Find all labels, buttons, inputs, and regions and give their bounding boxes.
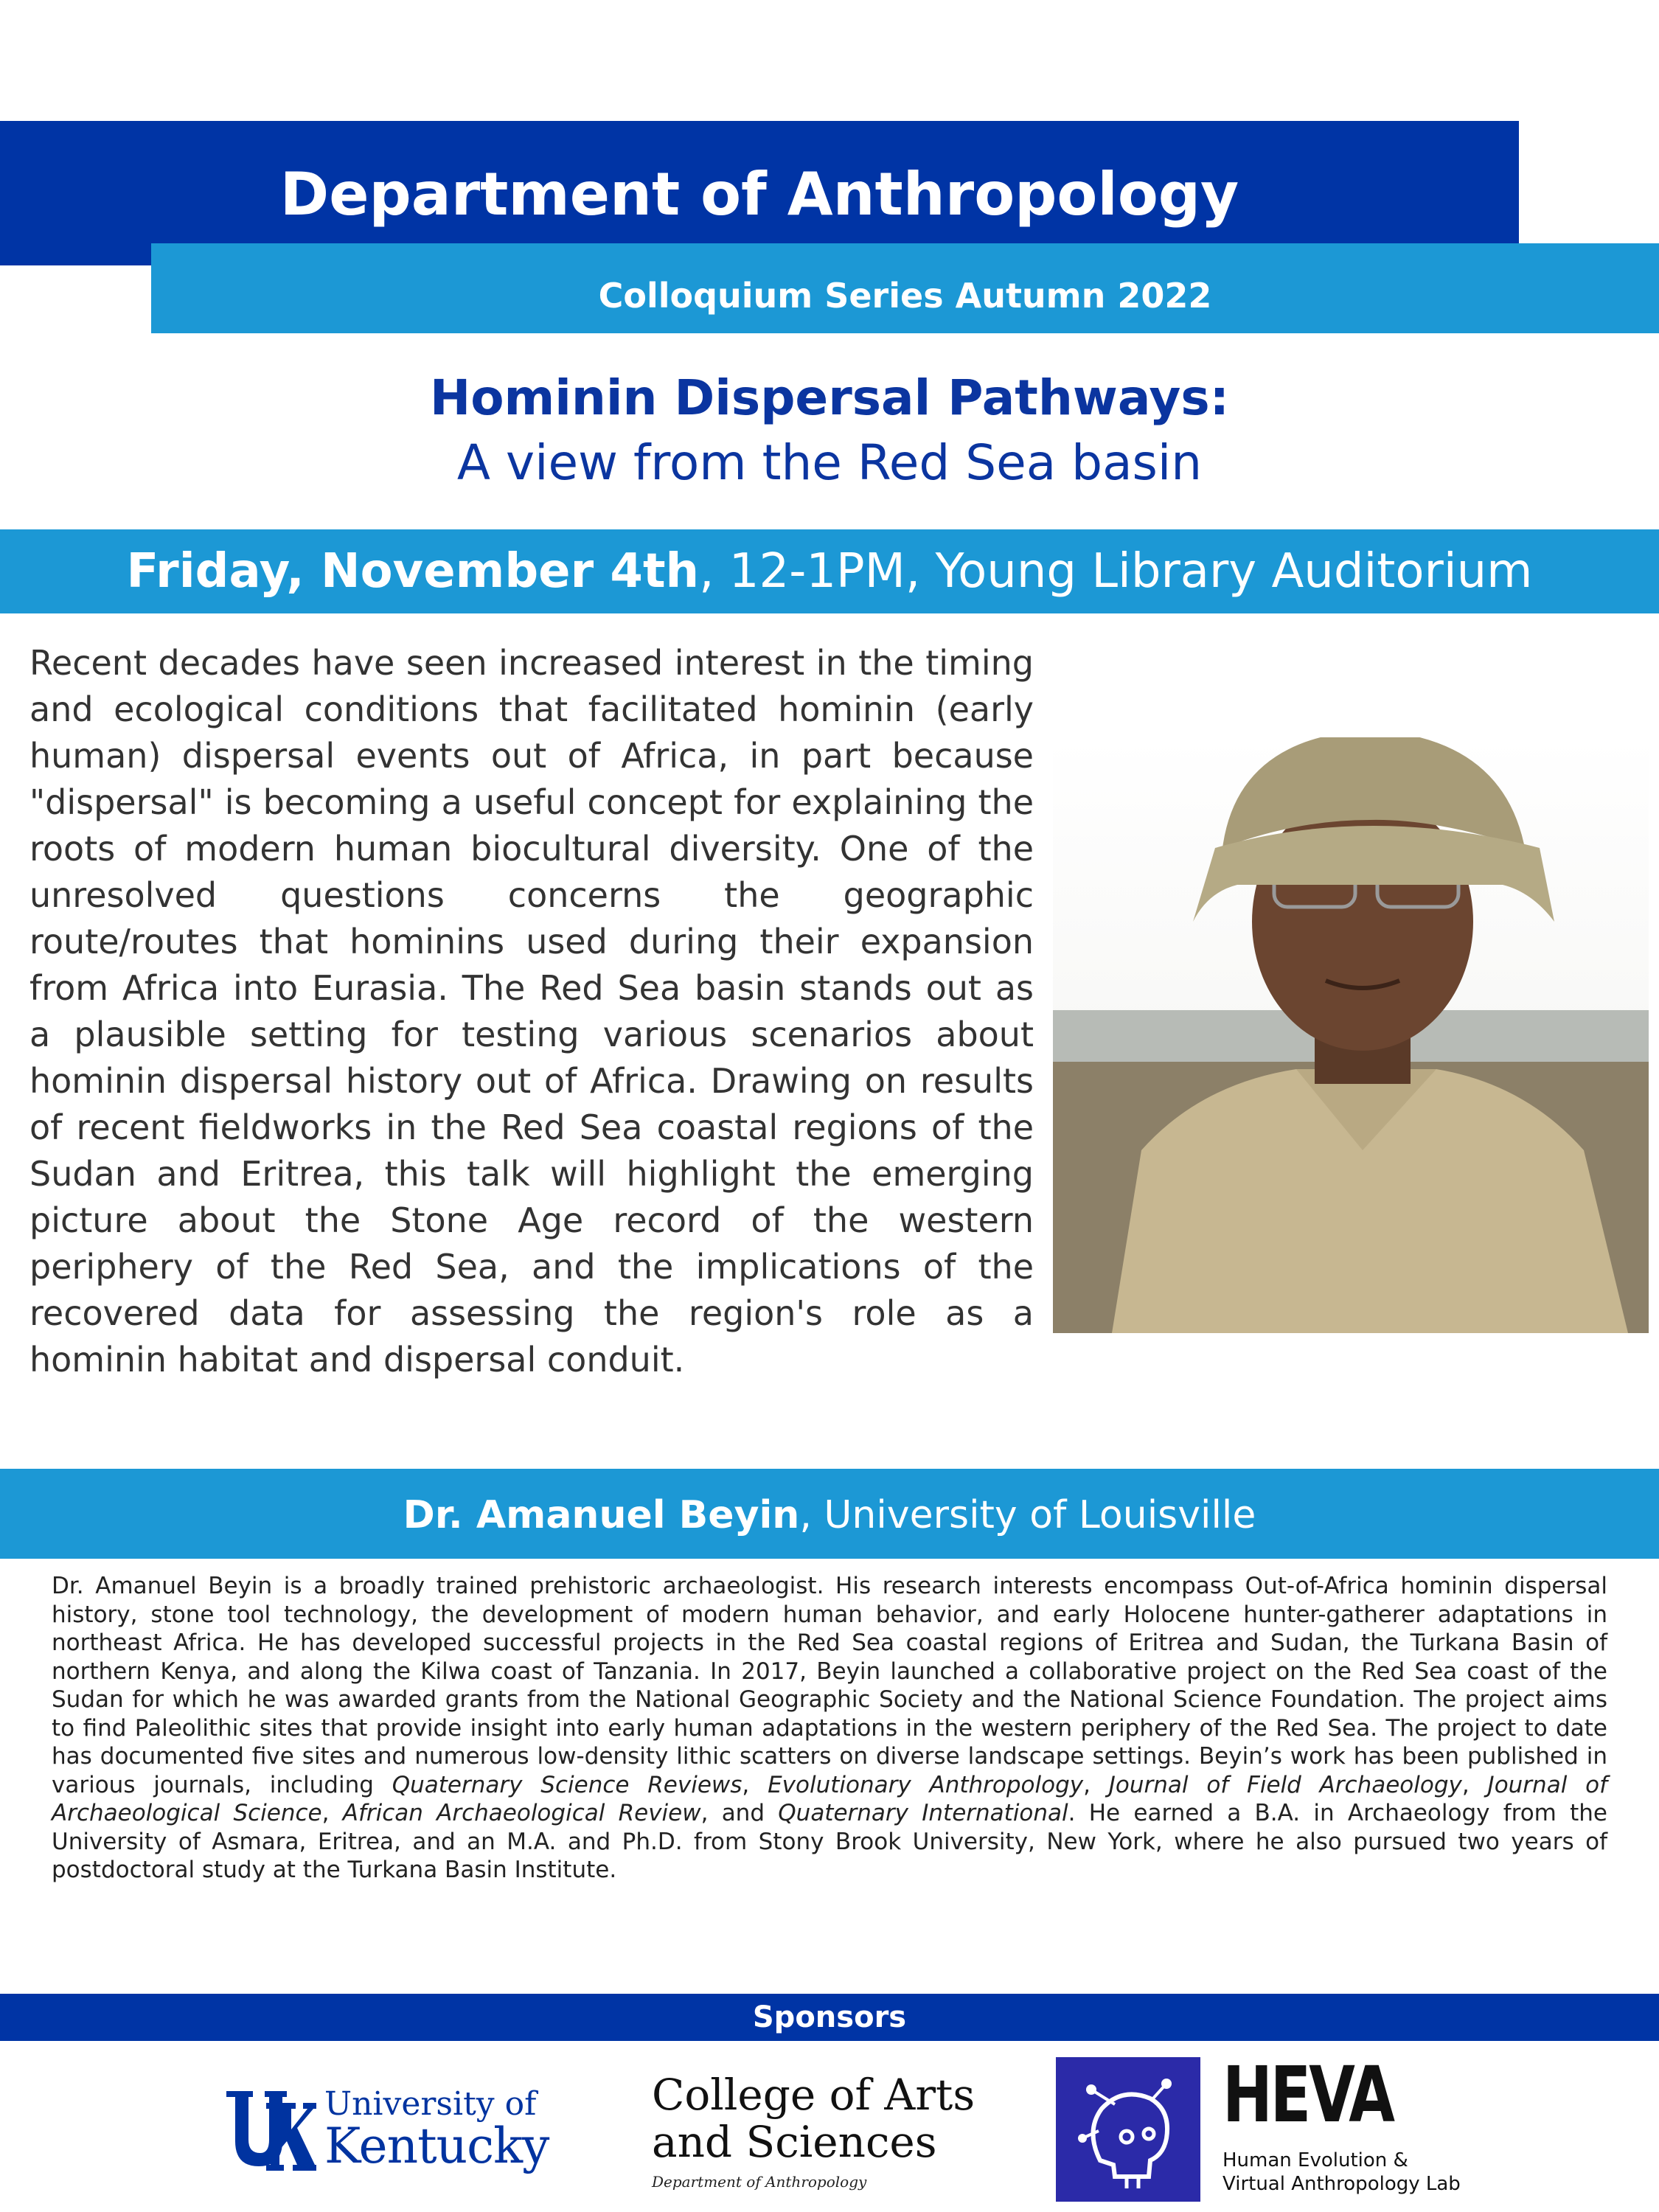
- college-logo-line1: College of Arts: [652, 2070, 975, 2120]
- speaker-name: Dr. Amanuel Beyin: [403, 1493, 800, 1537]
- department-title: Department of Anthropology: [279, 160, 1239, 229]
- bio-separator: ,: [1083, 1771, 1109, 1798]
- heva-logo-line2: Virtual Anthropology Lab: [1222, 2173, 1461, 2195]
- journal-title: Journal of Archaeological Science: [52, 1771, 1607, 1826]
- speaker-line: [0, 1489, 1659, 1541]
- journal-title: Journal of Field Archaeology: [1108, 1771, 1462, 1798]
- journal-title: Quaternary Science Reviews: [392, 1771, 742, 1798]
- college-logo-line2: and Sciences: [652, 2117, 937, 2167]
- event-date: Friday, November 4th: [126, 544, 700, 599]
- bio-separator: ,: [742, 1771, 768, 1798]
- sponsors-label: Sponsors: [752, 2000, 907, 2034]
- bio-text: Dr. Amanuel Beyin is a broadly trained prehistoric archaeologist. His research interests encompass Out-of-Africa hominin dispersal history, stone tool technology, the development of modern human behavior, and early Holocene hunter-gatherer adaptations in northeast Africa. He has developed successful projects in the Red Sea coastal regions of Eritrea and Sudan, the Turkana Basin of northern Kenya, and along the Kilwa coast of Tanzania. In 2017, Beyin launched a collaborative project on the Red Sea coast of the Sudan for which he was awarded grants from the National Geographic Society and the National Science Foundation. The project aims to find Paleolithic sites that provide insight into early human adaptations in the western periphery of the Red Sea. The project to date has documented five sites and numerous low-density lithic scatters on diverse landscape settings. Beyin’s work has been published in various journals, including: [52, 1573, 1607, 1798]
- heva-logo-line1: Human Evolution &: [1222, 2149, 1408, 2171]
- speaker-bio: [52, 1572, 1607, 1885]
- talk-title: Hominin Dispersal Pathways:: [429, 369, 1230, 426]
- uk-monogram-icon: [225, 2088, 317, 2175]
- event-date-line: [0, 542, 1659, 601]
- bio-text: . He earned a B.A. in Archaeology from the University of Asmara, Eritrea, and an M.A. and Ph.D. from Stony Brook University, New York, where he also pursued two years of postdoctoral study at the Turkana Basin Institute.: [52, 1800, 1608, 1883]
- skull-network-icon: [1056, 2057, 1200, 2202]
- speaker-affiliation: , University of Louisville: [799, 1493, 1256, 1537]
- bio-separator: , and: [700, 1800, 779, 1826]
- series-label: Colloquium Series Autumn 2022: [598, 276, 1212, 316]
- speaker-photo: [1053, 737, 1649, 1333]
- bio-separator: ,: [321, 1800, 343, 1826]
- heva-logo-name: HEVA: [1222, 2050, 1393, 2140]
- journal-title: Evolutionary Anthropology: [768, 1771, 1084, 1798]
- college-logo-department: Department of Anthropology: [652, 2173, 867, 2191]
- talk-subtitle: A view from the Red Sea basin: [456, 434, 1203, 491]
- bio-separator: ,: [1461, 1771, 1488, 1798]
- event-details: , 12-1PM, Young Library Auditorium: [699, 544, 1533, 599]
- uk-logo-line1: University of: [324, 2085, 537, 2123]
- uk-logo-line2: Kentucky: [324, 2118, 549, 2174]
- journal-title: African Archaeological Review: [342, 1800, 701, 1826]
- talk-abstract: Recent decades have seen increased interest in the timing and ecological conditions that facilitated hominin (early human) dispersal events out of Africa, in part because "dispersal" is becoming a useful concept for explaining the roots of modern human biocultural diversity. One of the unresolved questions concerns the geographic route/routes that hominins used during their expansion from Africa into Eurasia. The Red Sea basin stands out as a plausible setting for testing various scenarios about hominin dispersal history out of Africa. Drawing on results of recent fieldworks in the Red Sea coastal regions of the Sudan and Eritrea, this talk will highlight the emerging picture about the Stone Age record of the western periphery of the Red Sea, and the implications of the recovered data for assessing the region's role as a hominin habitat and dispersal conduit.: [29, 643, 1034, 1380]
- journal-title: Quaternary International: [778, 1800, 1068, 1826]
